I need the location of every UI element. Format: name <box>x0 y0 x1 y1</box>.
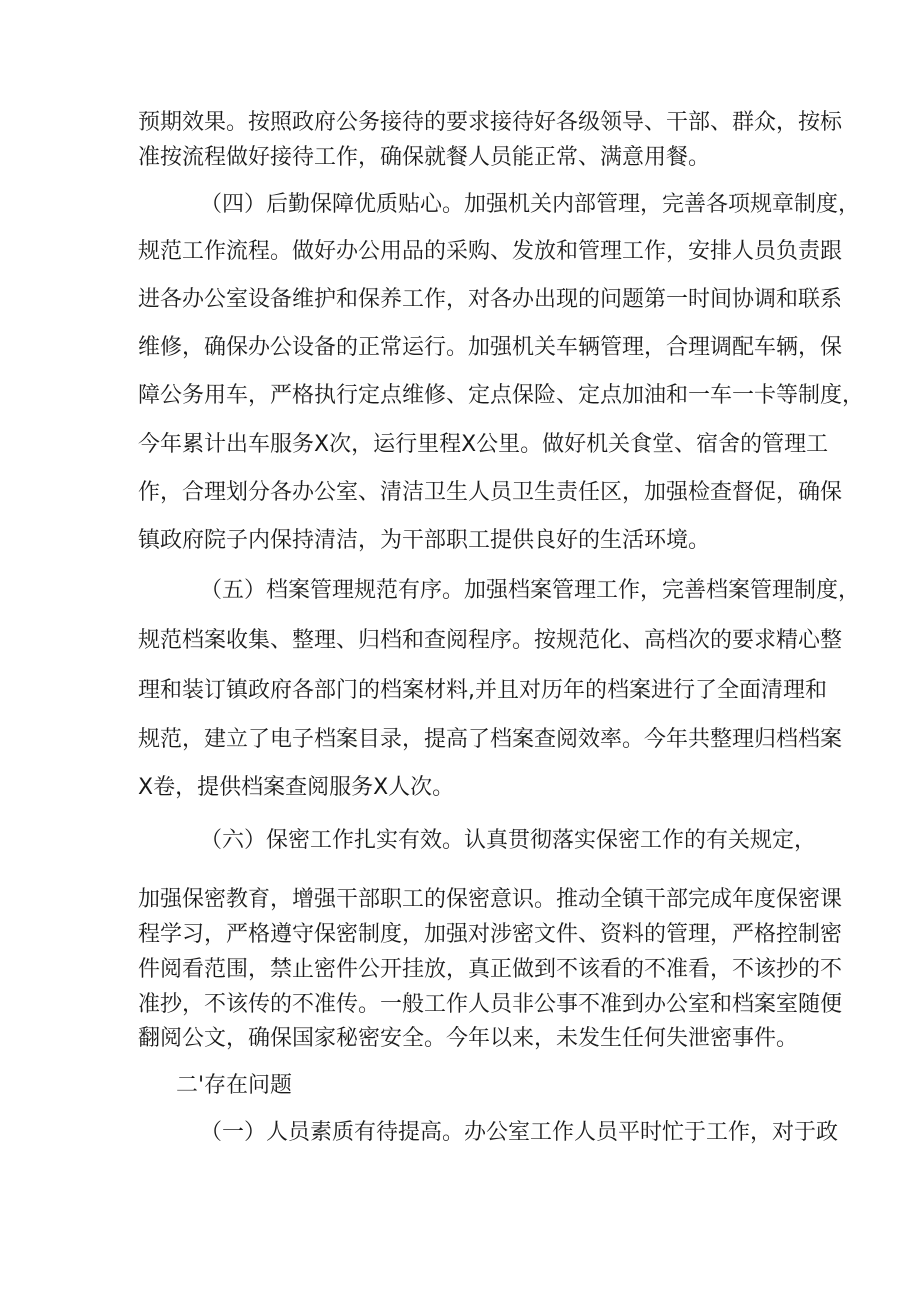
text-line-19: 件阅看范围，禁止密件公开挂放，真正做到不该看的不准看，不该抄的不 <box>138 957 843 982</box>
text-line-21: 翻阅公文，确保国家秘密安全。今年以来，未发生任何失泄密事件。 <box>138 1026 799 1051</box>
text-line-10: 镇政府院子内保持清洁，为干部职工提供良好的生活环境。 <box>138 528 711 553</box>
text-line-8: 今年累计出车服务X次，运行里程X公里。做好机关食堂、宿舍的管理工 <box>138 432 829 457</box>
paragraph-6-heading-line: （六）保密工作扎实有效。认真贯彻落实保密工作的有关规定， <box>200 828 817 853</box>
paragraph-4-heading-line: （四）后勤保障优质贴心。加强机关内部管理，完善各项规章制度， <box>200 192 861 217</box>
paragraph-problem-1-line: （一）人员素质有待提高。办公室工作人员平时忙于工作，对于政 <box>200 1120 839 1145</box>
text-line-2: 准按流程做好接待工作，确保就餐人员能正常、满意用餐。 <box>138 145 711 170</box>
text-line-5: 进各办公室设备维护和保养工作，对各办出现的问题第一时间协调和联系 <box>138 287 843 312</box>
section-heading-problems: 二'存在问题 <box>176 1073 293 1098</box>
text-line-6: 维修，确保办公设备的正常运行。加强机关车辆管理，合理调配车辆，保 <box>138 335 843 360</box>
paragraph-5-heading-line: （五）档案管理规范有序。加强档案管理工作，完善档案管理制度， <box>200 578 861 603</box>
text-line-1: 预期效果。按照政府公务接待的要求接待好各级领导、干部、群众，按标 <box>138 110 843 135</box>
text-line-4: 规范工作流程。做好办公用品的采购、发放和管理工作，安排人员负责跟 <box>138 239 843 264</box>
text-line-18: 程学习，严格遵守保密制度，加强对涉密文件、资料的管理，严格控制密 <box>138 922 843 947</box>
text-line-14: 规范，建立了电子档案目录，提高了档案查阅效率。今年共整理归档档案 <box>138 727 843 752</box>
text-line-7: 障公务用车，严格执行定点维修、定点保险、定点加油和一车一卡等制度， <box>138 383 865 408</box>
text-line-15: X卷，提供档案查阅服务X人次。 <box>138 775 455 800</box>
text-line-9: 作，合理划分各办公室、清洁卫生人员卫生责任区，加强检查督促，确保 <box>138 480 843 505</box>
text-line-20: 准抄，不该传的不准传。一般工作人员非公事不准到办公室和档案室随便 <box>138 992 843 1017</box>
text-line-17: 加强保密教育，增强干部职工的保密意识。推动全镇干部完成年度保密课 <box>138 887 843 912</box>
text-line-13: 理和装订镇政府各部门的档案材料,并且对历年的档案进行了全面清理和 <box>138 678 827 703</box>
text-line-12: 规范档案收集、整理、归档和查阅程序。按规范化、高档次的要求精心整 <box>138 628 843 653</box>
